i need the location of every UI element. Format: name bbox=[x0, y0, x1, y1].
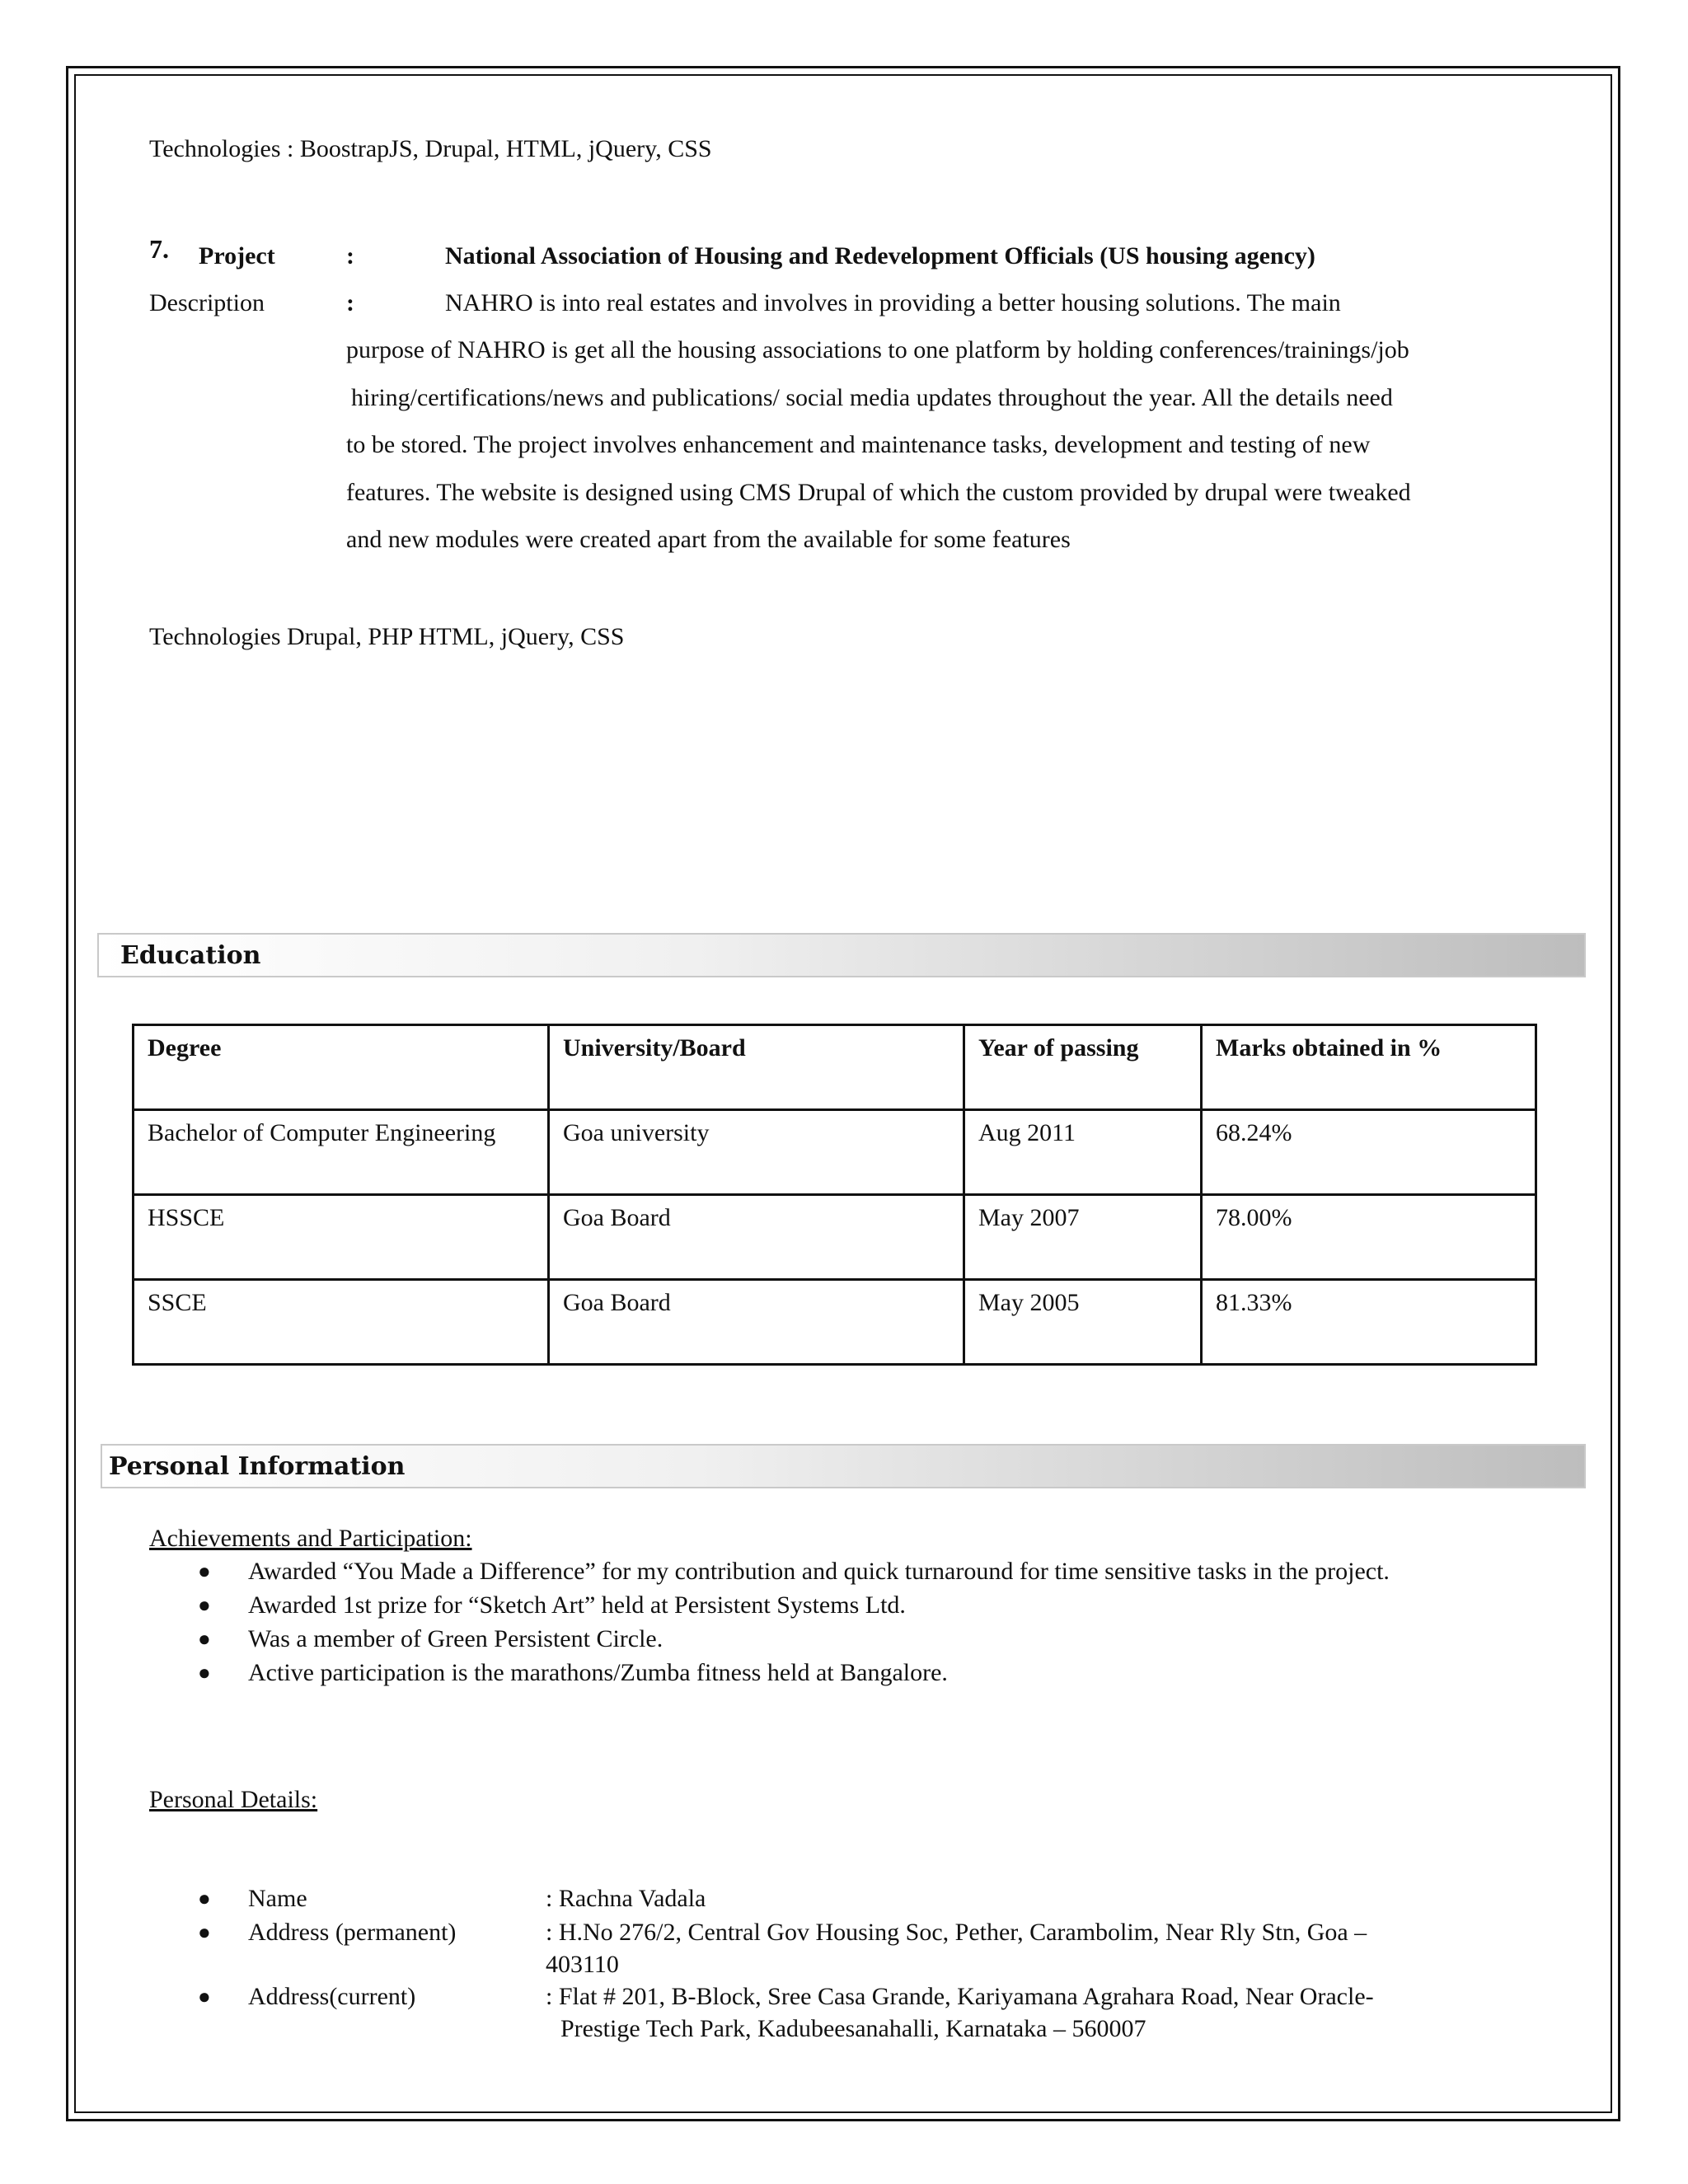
bullet-icon: ● bbox=[198, 1559, 211, 1583]
bullet-icon: ● bbox=[198, 1593, 211, 1617]
detail-label-permanent-address: Address (permanent) bbox=[248, 1919, 457, 1946]
table-cell-degree: HSSCE bbox=[134, 1195, 549, 1280]
description-line-5: features. The website is designed using CMS Drupal of which the custom provided by drupal were tweaked bbox=[346, 479, 1411, 506]
project7-colon: : bbox=[346, 242, 354, 269]
table-cell-degree: SSCE bbox=[134, 1280, 549, 1365]
detail-label-current-address: Address(current) bbox=[248, 1983, 416, 2010]
bullet-icon: ● bbox=[198, 1886, 211, 1910]
table-row bbox=[134, 1195, 1536, 1280]
table-cell-marks: 78.00% bbox=[1202, 1195, 1536, 1280]
detail-value-permanent-address: : H.No 276/2, Central Gov Housing Soc, Pether, Carambolim, Near Rly Stn, Goa – bbox=[546, 1919, 1367, 1946]
detail-label-name: Name bbox=[248, 1885, 307, 1912]
table-cell-marks: 68.24% bbox=[1202, 1110, 1536, 1195]
personal-details-title: Personal Details: bbox=[149, 1786, 318, 1813]
table-header-university: University/Board bbox=[549, 1025, 964, 1110]
bullet-icon: ● bbox=[198, 1985, 211, 2008]
detail-value-permanent-address-line-2: 403110 bbox=[546, 1951, 619, 1978]
achievement-item: Was a member of Green Persistent Circle. bbox=[248, 1625, 663, 1652]
detail-value-name: : Rachna Vadala bbox=[546, 1885, 706, 1912]
achievements-title: Achievements and Participation: bbox=[149, 1525, 472, 1552]
table-cell-year: Aug 2011 bbox=[964, 1110, 1202, 1195]
detail-value-current-address-line-2: Prestige Tech Park, Kadubeesanahalli, Karnataka – 560007 bbox=[560, 2015, 1146, 2042]
description-label: Description bbox=[149, 289, 265, 316]
table-cell-year: May 2007 bbox=[964, 1195, 1202, 1280]
table-header-marks: Marks obtained in % bbox=[1202, 1025, 1536, 1110]
table-cell-degree: Bachelor of Computer Engineering bbox=[134, 1110, 549, 1195]
table-header-row bbox=[134, 1025, 1536, 1110]
personal-section-header bbox=[101, 1444, 1586, 1488]
table-cell-university: Goa Board bbox=[549, 1195, 964, 1280]
description-line-4: to be stored. The project involves enhancement and maintenance tasks, development and testing of new bbox=[346, 431, 1371, 458]
table-cell-year: May 2005 bbox=[964, 1280, 1202, 1365]
table-header-degree: Degree bbox=[134, 1025, 549, 1110]
table-cell-university: Goa university bbox=[549, 1110, 964, 1195]
education-heading: Education bbox=[120, 941, 261, 970]
achievement-item: Awarded “You Made a Difference” for my contribution and quick turnaround for time sensitive tasks in the project. bbox=[248, 1558, 1390, 1585]
project7-title: National Association of Housing and Redevelopment Officials (US housing agency) bbox=[445, 242, 1315, 269]
table-row bbox=[134, 1110, 1536, 1195]
description-line-2: purpose of NAHRO is get all the housing associations to one platform by holding conferences/trainings/job bbox=[346, 336, 1409, 363]
bullet-icon: ● bbox=[198, 1920, 211, 1944]
personal-heading: Personal Information bbox=[109, 1452, 406, 1481]
achievement-item: Awarded 1st prize for “Sketch Art” held at Persistent Systems Ltd. bbox=[248, 1591, 906, 1619]
education-section-header bbox=[97, 933, 1586, 977]
table-cell-university: Goa Board bbox=[549, 1280, 964, 1365]
table-header-year: Year of passing bbox=[964, 1025, 1202, 1110]
project7-technologies: Technologies Drupal, PHP HTML, jQuery, CSS bbox=[149, 623, 625, 650]
description-line-3: hiring/certifications/news and publications/ social media updates throughout the year. All the details need bbox=[351, 384, 1393, 411]
table-row bbox=[134, 1280, 1536, 1365]
table-cell-marks: 81.33% bbox=[1202, 1280, 1536, 1365]
education-table bbox=[132, 1024, 1537, 1366]
achievement-item: Active participation is the marathons/Zumba fitness held at Bangalore. bbox=[248, 1659, 948, 1686]
description-colon: : bbox=[346, 289, 354, 316]
description-line-1: NAHRO is into real estates and involves in providing a better housing solutions. The main bbox=[445, 289, 1341, 316]
detail-value-current-address: : Flat # 201, B-Block, Sree Casa Grande, Kariyamana Agrahara Road, Near Oracle- bbox=[546, 1983, 1374, 2010]
description-line-6: and new modules were created apart from the available for some features bbox=[346, 526, 1071, 553]
bullet-icon: ● bbox=[198, 1661, 211, 1685]
bullet-icon: ● bbox=[198, 1627, 211, 1651]
project6-technologies: Technologies : BoostrapJS, Drupal, HTML, jQuery, CSS bbox=[149, 135, 712, 162]
project7-number: 7. bbox=[149, 234, 169, 264]
project7-label: Project bbox=[199, 242, 275, 269]
